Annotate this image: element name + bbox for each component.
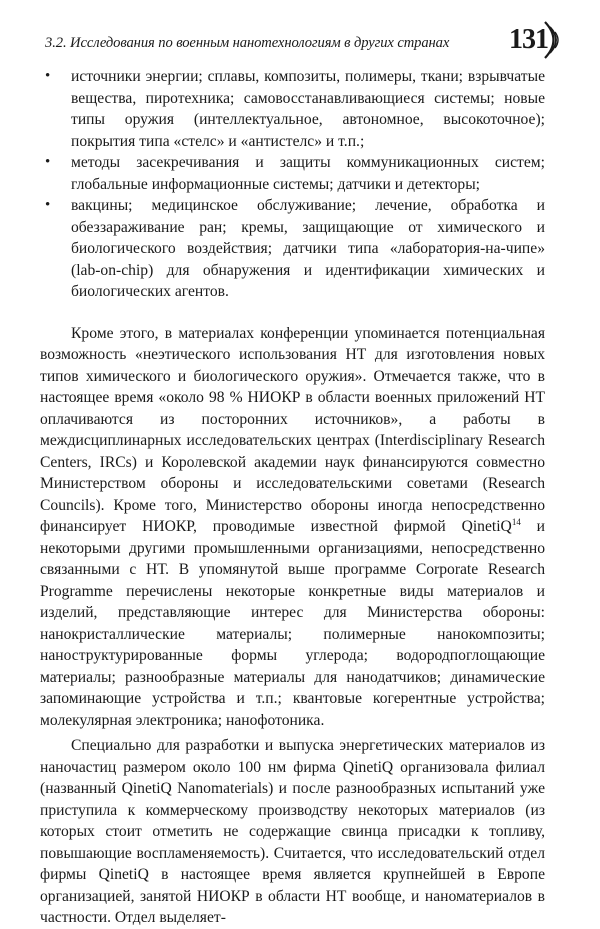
page-body <box>40 66 545 929</box>
paragraph-text: Кроме этого, в материалах конференции упоминается потенциальная возможность «неэтического использования НТ для изготовления новых типов химического и биологического оружия». Отмечается также, что в настоящее время «около 98 % НИОКР в области военных приложений НТ оплачиваются из посторонних источников», а работы в междисциплинарных исследовательских центрах (Interdisciplinary Research Centers, IRCs) и Королевской академии наук финансируются совместно Министерством обороны и исследовательскими советами (Research Councils). Кроме того, Министерство обороны иногда непосредственно финансирует НИОКР, проводимые известной фирмой QinetiQ <box>40 324 545 535</box>
running-head: 3.2. Исследования по военным нанотехнологиям в других странах <box>45 35 450 51</box>
page-number: 131 <box>509 24 548 55</box>
bullet-list <box>40 66 545 303</box>
paragraph-text: и некоторыми другими промышленными организациями, непосредственно связанными с НТ. В упомянутой выше программе Corporate Research Programme перечислены некоторые конкретные виды материалов и изделий, представляющие интерес для Министерства обороны: нанокристаллические материалы; полимерные нанокомпозиты; наноструктурированные формы углерода; водородпоглощающие материалы; разнообразные материалы для нанодатчиков; динамические запоминающие устройства и т.п.; квантовые когерентные устройства; молекулярная электроника; нанофотоника. <box>40 518 545 729</box>
list-item: • вакцины; медицинское обслуживание; лечение, обработка и обеззараживание ран; кремы, защищающие от химического и биологического воздействия; датчики типа «лаборатория-на-чипе» (lab-on-chip) для обнаружения и идентификации химических и биологических агентов. <box>40 195 545 303</box>
paragraph <box>40 323 545 732</box>
page-ornament-icon <box>542 18 566 62</box>
footnote-ref: 14 <box>511 516 521 527</box>
paragraph: Специально для разработки и выпуска энергетических материалов из наночастиц размером около 100 нм фирма QinetiQ организовала филиал (названный QinetiQ Nanomaterials) и после разнообразных испытаний уже приступила к коммерческому производству некоторых материалов (из которых стоит отметить не содержащие свинца присадки к топливу, повышающие воспламеняемость). Считается, что исследовательский отдел фирмы QinetiQ в настоящее время является крупнейшей в Европе организацией, занятой НИОКР в области НТ вообще, и наноматериалов в частности. Отдел выделяет- <box>40 737 545 926</box>
list-item: • источники энергии; сплавы, композиты, полимеры, ткани; взрывчатые вещества, пиротехника; самовосстанавливающиеся системы; новые типы оружия (интеллектуальное, автономное, высокоточное); покрытия типа «стелс» и «антистелс» и т.п.; <box>40 66 545 152</box>
list-item: • методы засекречивания и защиты коммуникационных систем; глобальные информационные системы; датчики и детекторы; <box>40 152 545 195</box>
